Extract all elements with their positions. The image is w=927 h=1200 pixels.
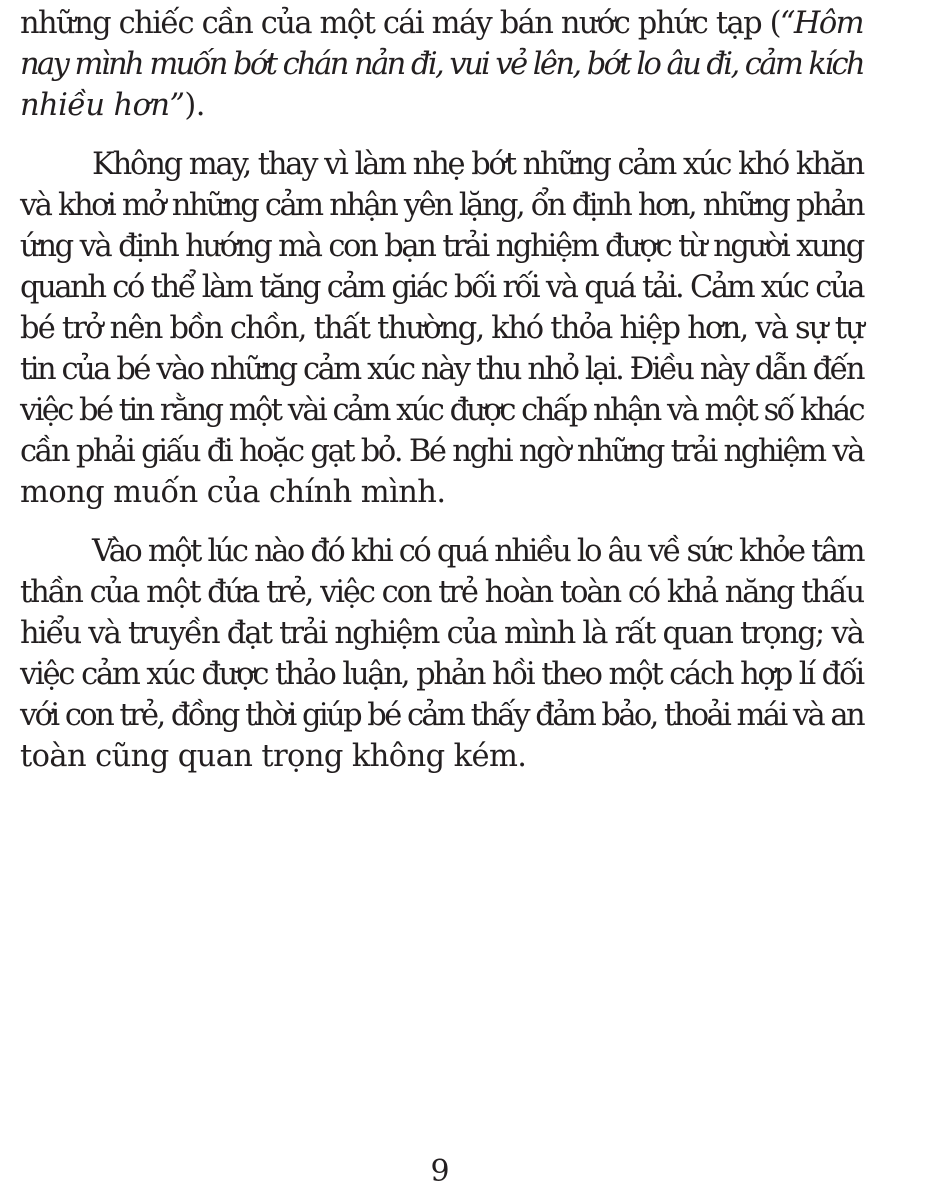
- paragraph-2-line: Không may, thay vì làm nhẹ bớt những cảm xúc khó khăn: [92, 147, 863, 182]
- paragraph-3: [20, 531, 863, 777]
- paragraph-2-line: việc bé tin rằng một vài cảm xúc được chấp nhận và một số khác: [20, 393, 863, 428]
- paragraph-spacer: [20, 126, 863, 144]
- paragraph-1-line-3-text: ).: [184, 88, 205, 123]
- paragraph-1-line-1-text: những chiếc cần của một cái máy bán nước phức tạp (: [20, 6, 780, 41]
- paragraph-1-line-2: nay mình muốn bớt chán nản đi, vui vẻ lên, bớt lo âu đi, cảm kích: [20, 47, 863, 82]
- paragraph-3-line: hiểu và truyền đạt trải nghiệm của mình là rất quan trọng; và: [20, 616, 863, 651]
- paragraph-3-line: toàn cũng quan trọng không kém.: [20, 739, 527, 774]
- paragraph-spacer: [20, 513, 863, 531]
- paragraph-3-line: việc cảm xúc được thảo luận, phản hồi theo một cách hợp lí đối: [20, 657, 863, 692]
- paragraph-3-line: với con trẻ, đồng thời giúp bé cảm thấy đảm bảo, thoải mái và an: [20, 698, 863, 733]
- paragraph-1-line-3: [20, 85, 863, 126]
- paragraph-2-line: quanh có thể làm tăng cảm giác bối rối và quá tải. Cảm xúc của: [20, 270, 863, 305]
- paragraph-1-line-1-quote: “Hôm: [779, 6, 863, 41]
- book-page-body: [20, 0, 863, 777]
- paragraph-1-line-3-quote: nhiều hơn”: [20, 88, 185, 123]
- paragraph-2-line: tin của bé vào những cảm xúc này thu nhỏ lại. Điều này dẫn đến: [20, 352, 863, 387]
- paragraph-2-line: bé trở nên bồn chồn, thất thường, khó thỏa hiệp hơn, và sự tự: [20, 311, 863, 346]
- paragraph-3-line: Vào một lúc nào đó khi có quá nhiều lo âu về sức khỏe tâm: [92, 534, 863, 569]
- paragraph-3-line: thần của một đứa trẻ, việc con trẻ hoàn toàn có khả năng thấu: [20, 575, 863, 610]
- paragraph-1: [20, 0, 863, 126]
- paragraph-2-line: mong muốn của chính mình.: [20, 475, 446, 510]
- paragraph-2: [20, 144, 863, 513]
- paragraph-2-line: và khơi mở những cảm nhận yên lặng, ổn định hơn, những phản: [20, 188, 863, 223]
- page-number: 9: [430, 1154, 450, 1189]
- paragraph-1-line-1: [20, 3, 863, 44]
- paragraph-2-line: cần phải giấu đi hoặc gạt bỏ. Bé nghi ngờ những trải nghiệm và: [20, 434, 863, 469]
- paragraph-2-line: ứng và định hướng mà con bạn trải nghiệm được từ người xung: [20, 229, 863, 264]
